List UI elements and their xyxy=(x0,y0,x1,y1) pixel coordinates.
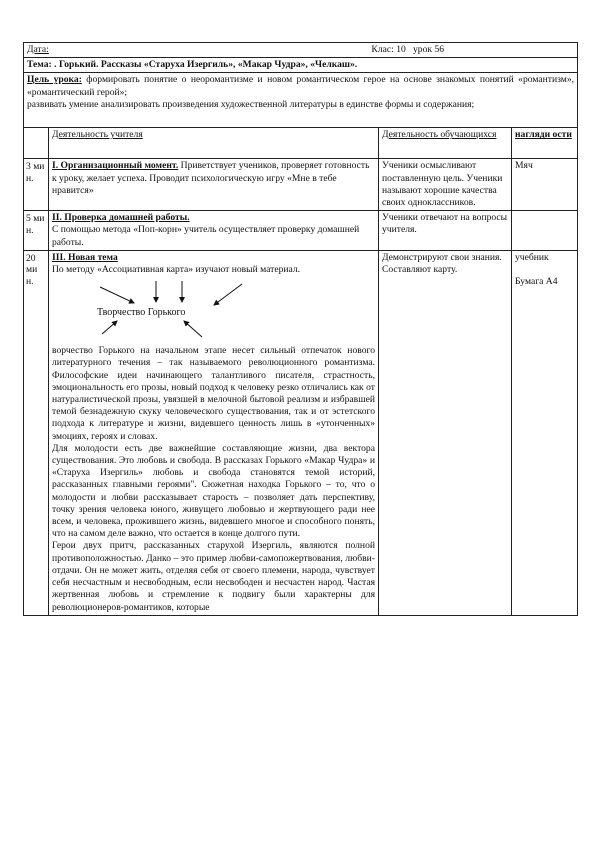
goal-text-1: формировать понятие о неоромантизме и новом романтическом герое на основе знакомых понятий «романтизм», «романтический герой»; xyxy=(27,74,575,98)
map-arrow-1 xyxy=(100,287,134,303)
col-students-header: Деятельность обучающихся xyxy=(379,128,512,159)
stage-visual xyxy=(512,211,578,251)
goal-label: Цель урока: xyxy=(27,74,82,86)
stage-row-2 xyxy=(24,211,578,251)
topic-label: Тема: xyxy=(27,59,52,71)
topic-row xyxy=(24,58,578,73)
stage-row-3 xyxy=(24,250,578,615)
map-arrow-6 xyxy=(184,321,202,337)
stage-text: По методу «Ассоциативная карта» изучают новый материал. xyxy=(52,264,301,276)
lecture-paragraph: Герои двух притч, рассказанных старухой Изергиль, являются полной противоположностью. Данко – это пример любви-самопожертвования, любви-отдачи. Он не может жить, отделяя себя от своего племени, народа, чувствует себя несчастным и несвободным, если несвободен и несчастен народ. Частая жертвенная любовь и стремление к подвигу были характерны для революционеров-романтиков, которые xyxy=(52,540,375,613)
diagram-center-label: Творчество Горького xyxy=(97,307,186,319)
stage-text: С помощью метода «Поп-корн» учитель осуществляет проверку домашней работы. xyxy=(52,224,360,248)
topic-text: . Горький. Рассказы «Старуха Изергиль», «Макар Чудра», «Челкаш». xyxy=(54,59,358,71)
stage-visual: учебник xyxy=(515,251,549,263)
map-arrow-4 xyxy=(214,284,242,305)
date-row xyxy=(24,43,578,58)
association-map-diagram xyxy=(52,279,375,339)
stage-students: Ученики осмысливают поставленную цель. Ученики называют хорошие качества своих одноклассников. xyxy=(379,159,512,211)
stage-title: I. Организационный момент. xyxy=(52,160,179,172)
goal-row xyxy=(24,73,578,128)
col-teacher-header: Деятельность учителя xyxy=(49,128,379,159)
class-label: Клас: 10 xyxy=(371,44,406,55)
stage-visual: Мяч xyxy=(512,159,578,211)
stage-title: III. Новая тема xyxy=(52,251,118,263)
date-label: Дата: xyxy=(27,44,49,55)
stage-time: 3 ми н. xyxy=(24,159,49,211)
lecture-paragraph: Для молодости есть две важнейшие составляющие жизни, два вектора существования. Это любовь и свобода. В рассказах Горького «Макар Чудра» и «Старуха Изергиль» любовь и свобода становятся темой историй, рассказанных главными героями". Сюжетная находка Горького – то, что о молодости и любви рассказывает старость – позволяет дать перспективу, точку зрения человека юного, живущего любовью и жертвующего ради нее всем, и человека, прожившего жизнь, видевшего многое и способного понять, что на самом деле важно, что остается в конце долгого пути. xyxy=(52,442,375,540)
col-visual-header: нагляди ости xyxy=(512,128,578,159)
stage-students: Ученики отвечают на вопросы учителя. xyxy=(379,211,512,251)
stage-row-1 xyxy=(24,159,578,211)
stage-title: II. Проверка домашней работы. xyxy=(52,212,190,224)
stage-students: Демонстрируют свои знания. Составляют карту. xyxy=(379,250,512,615)
lecture-paragraph: ворчество Горького на начальном этапе несет сильный отпечаток нового литературного течения – так называемого революционного романтизма. Философские идеи начинающего талантливого писателя, страстность, эмоциональность его прозы, новый подход к человеку резко отличались как от натуралистической прозы, увязшей в мелочной бытовой реализм и избравшей темой безнадежную скуку человеческого существования, так и от эстетского подхода к литературе и жизни, видевшего ценность лишь в «утонченных» эмоциях, героях и словах. xyxy=(52,345,375,442)
stage-time: 20 ми н. xyxy=(24,250,49,615)
lesson-plan-table xyxy=(23,42,578,616)
stage-visual-2: Бумага А4 xyxy=(515,276,558,288)
column-header-row xyxy=(24,128,578,159)
lesson-label: урок 56 xyxy=(413,44,445,55)
goal-text-2: развивать умение анализировать произведения художественной литературы в единстве формы и содержания; xyxy=(27,98,475,110)
map-arrow-5 xyxy=(102,321,117,334)
stage-text: Приветствует учеников, проверяет готовность к уроку, желает успеха. Проводит психологическую игру «Мне в тебе нравится» xyxy=(52,160,370,196)
lesson-plan-document xyxy=(23,42,577,616)
stage-time: 5 ми н. xyxy=(24,211,49,251)
